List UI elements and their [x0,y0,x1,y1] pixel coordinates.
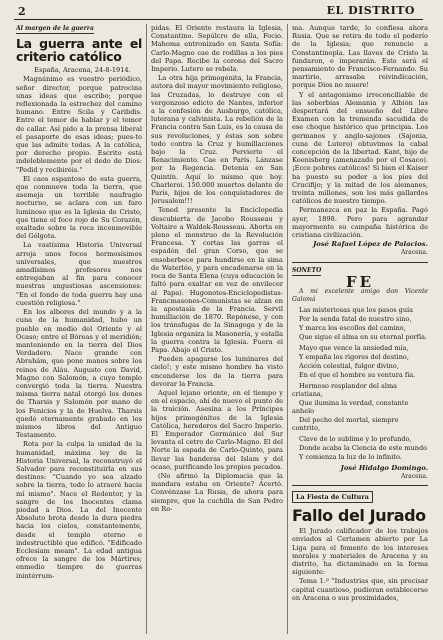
article-paragraph: Magnánimo es vuestro periódico, señor director, porque patrocina unas ideas que escribo; porque reflexionada la estrechez del camino humano. Entre Scila y Caribdis. Entre el temor de hablar y el temor de callar. Así pido a la prensa liberal el pasaporte de esas ideas; pues-to que las admite todas. A la católica, por derecho propio. Escrito está indeleblemente por el dedo de Dios: "Pedid y recibiréis." [16,75,142,174]
article-paragraph: El Jurado calificador de los trabajos enviados al Certamen abierto por La Liga para el fomento de los intereses morales y materiales de Aracena y su distrito, ha dictaminado en la forma siguiente: [292,527,428,577]
article-paragraph: La vastísima Historia Universal arroja unos focos hermosísimos universales, que nuestros amadísimos profesores nos entregaban al fin para conocer nuestras angustiosas ascensiones: "En el fondo de toda guerra hay una cuestión religiosa." [16,241,142,307]
poem-line: Que ilumina la verdad, constante anhelo [292,398,409,415]
article-paragraph: Tened presente la Enciclopedia descubierta de Jacobo Rousseau y Voltaire a Waldek-Rousseau. Aborta en pleno el monstruo de la Revolución Francesa. Y cortas las garras el espadón del gran Corso, que se ensoberbece para hundirse en la sima de Waterlóo, y para encadenarse en la roca de Santa Elena (cuya educación le faltó para exaltar en vez de envilecer al Papa). Hugonotes-Enciclopedistas-Francmasones-Comunistas se alzan en la apostasía de la Francia. Servil humillación de 1870. Repónese, y con los tránsfugas de la Sinagoga y de la Iglesia organiza la Masonería, y estalla la guerra contra la Iglesia. Fuera el Papa. Abajo el Cristo. [151,206,283,354]
article-paragraph: El caos espantoso de esta guerra, que conmueve toda la tierra, que asemeja un terrible naufragio nocturno, se aclara con un faro luminoso que es la Iglesia de Cristo, que tiene el foco rojo de Su Corazón, exaltado sobre la roca inconmovible del Gólgota. [16,174,142,241]
article-paragraph: En los albores del mundo y a la cuna de la humanidad, hubo un pueblo en medio del Oriente y el Ocaso; entre el Bóreas y el meridión; manteniendo en la tierra del Dios Verdadero. Nace grande con Abrahám, que pone manos sobre los reinos de Aláu. Augusto con David, Magno con Salomón, a cuyo templo convergió toda la tierra. Nuestra misma tierra natal otorgó los dones de Tharsis y Salomón por mano de los Fenicios y la de Huelva. Tharsis quedó eternamente grabado en los mismos libros del Antiguo Testamento. [16,308,142,440]
poem-line: Mayo que vence la ansiedad mía, [299,343,409,352]
column-2 [151,24,283,636]
poem-line: Hermoso resplandor del alma cristiana, [292,381,397,398]
column-divider [287,24,288,634]
author-location: Aracena. [400,249,428,257]
article-paragraph: Aquel lejano oriente, en el tiempo y en el espacio, ahí de nuevo el punto de la traición. Asesina a los Príncipes hijos primogénitos de la Iglesia Católica, herederos del Sacro Imperio. El Emperador Germánico del Sur levanta el cetro de Carlo-Magno. El del Norte la espada de Carlo-Quinto, para llevar las banderas del Islam y del ocaso, purificando los propios pecados. [151,388,283,471]
article-paragraph: pidas. El Oriente restaura la Iglesia, Constantino. Sepúlcro de ella, Focio. Mahoma entronizado en Santa Sofía: Carlo-Magno cae de rodillas a los pies del Papa. Recibe la corona del Sacro Imperio. Lutero se rebela. [151,24,283,74]
section-rule [292,262,428,263]
article-dateline: España, Aracena, 24-8-1914. [34,66,131,75]
article-headline-2: Fallo del Jurado [292,506,426,526]
author-signature: José Rafael López de Palacios. [313,240,428,249]
poem-line: Acción celestial, fulgor divino, [299,361,399,370]
section-rule [292,485,428,486]
poem-stanza [292,435,428,461]
section-box-label: La Fiesta de Cultura [292,491,373,503]
column-1 [16,24,142,636]
poem-line: Clave de lo sublime y lo profundo, [299,434,412,443]
column-3 [292,24,428,636]
newspaper-title: EL DISTRITO [326,4,415,17]
article-headline: La guerra ante el criterio católico [16,36,142,65]
article-paragraph: Rota por la culpa la unidad de la humanidad, máxima ley de la Historia Universal, la reconstruyó el Salvador para reconstituirla en sus destinos: "Cuando yo sea alzado sobre la tierra, todo lo atraeré hacia mí mismo". Nace el Redentor, y la sangre de los Inocentes clama piedad a Dios. La del Inocente Absoluto brota desde la dura piedra hacia los cielos, constantemente, desde el templo eterno e indestructible que edificó. "Edificado Ecclesiam meam". La edad antigua ofrece la sangre de los Mártires; enmedio tiempre de guerras inintérrum- [16,440,142,580]
article-paragraph: (No afirmó la Diplomacia que la mandara estaba en Oriente? Acertó. Convénzase La Rusia, de ahora para siempre, que la cuchilla de San Pedro en Ro- [151,471,283,513]
poem-dedication: A mi excelente amigo don Vicente Galomá [292,288,428,304]
soneto-label: SONETO [292,267,321,276]
poet-location: Aracena. [400,472,428,480]
poem-line: Que sigue el alma en su eternal porfía. [299,332,428,341]
section-label: Al margen de la guerra [16,25,94,34]
poem-stanza [292,344,428,379]
column-divider [146,24,147,634]
poem-line: Y marca los escollos del camino, [299,323,406,332]
article-paragraph: Pueden apagarse los luminares del cielo!; y este mismo hombre ha visto encenderse los de la tierra para devorar la Francia. [151,355,283,388]
poem-line: Donde acaba la Ciencia de este mundo [299,443,428,452]
poem-line: Y comienza la luz de lo infinito. [299,452,402,461]
header-rule [14,19,423,20]
poem-stanza [292,382,428,432]
poem-title: FE [345,272,375,291]
article-paragraph: Tema 1.º "Industrias que, sin precisar capital cuantioso, pudieran establecerse en Aracena o sus proximidades, [292,577,428,602]
article-paragraph: Permanezca en paz la España. Pagó ayer, 1898. Pero para agrandar mayormente su campaña histórica de cristiana civilización. [292,206,428,240]
article-paragraph: Y el antagonismo irreconciliable de las soberbias Alemania y Albión las despertará del ensueño del Libre Examen con la tremenda sacudida de ese choque histórico que principia. Los germanos y anglo-sajones (Sajonia, cuna de Lutero) obtuvimos la cabal concepción de la libertad. Kant, hijo de Koenisberg (amenazado por el Cosaco). ¡Ecce pobres católicos! Si bien el Kaiser ha puesto su poder a los pies del Crucifijo; y la mitad de los alemanes, treinta millones, son los más gallardos católicos de nuestro tiempo. [292,90,428,206]
poem-line: Del pecho del mortal, siempre contrito, [292,415,399,432]
poem-line: Y empaña los rigores del destino, [299,352,409,361]
poem-line: Por la senda fatal de nuestro sino, [299,314,412,323]
poem-line: En el que el hombre su ventura fía. [299,370,416,379]
article-paragraph: La otra hija primogénita, la Francia, autora del mayor movimiento religioso, las Cruzadas, lo destruye con el vergonzoso edicto de Nantes, inferior a la confesión de Ausburgo, católica, luterana y calvinista. La rebelión de la Francia contra San Luis, es la causa de sus revoluciones, y éstas son sobre todo contra la Cruz y humillaciones bajo la Cruz. Pervierte el Renacimiento. Cae en París. Lánzase por la Regencia. Detenía en San Quintín. Aquí lo mismo que hoy. Charleroi. 150.000 muertos delante de París, hijos de los conquistadores de Jerusalem!!! [151,74,283,206]
article-paragraph: ma. Aunque tarde, lo confiesa ahora Rusia. Que se retira de todo el poderío de la Iglesia; que renuncie a Constantinopla. Las llaves de Cristo la fundaron, e imperarán. Este será el pensamiento de Francisco-Fernando. Su martirio, arrasaba reivindicación, porque Dios no muere! [292,24,428,90]
page-number: 2 [18,5,26,18]
poet-signature: José Hidalgo Domingo. [340,463,428,472]
poem-stanza [292,306,428,341]
poem-line: Las misteriosas que los pasos guía [299,305,413,314]
